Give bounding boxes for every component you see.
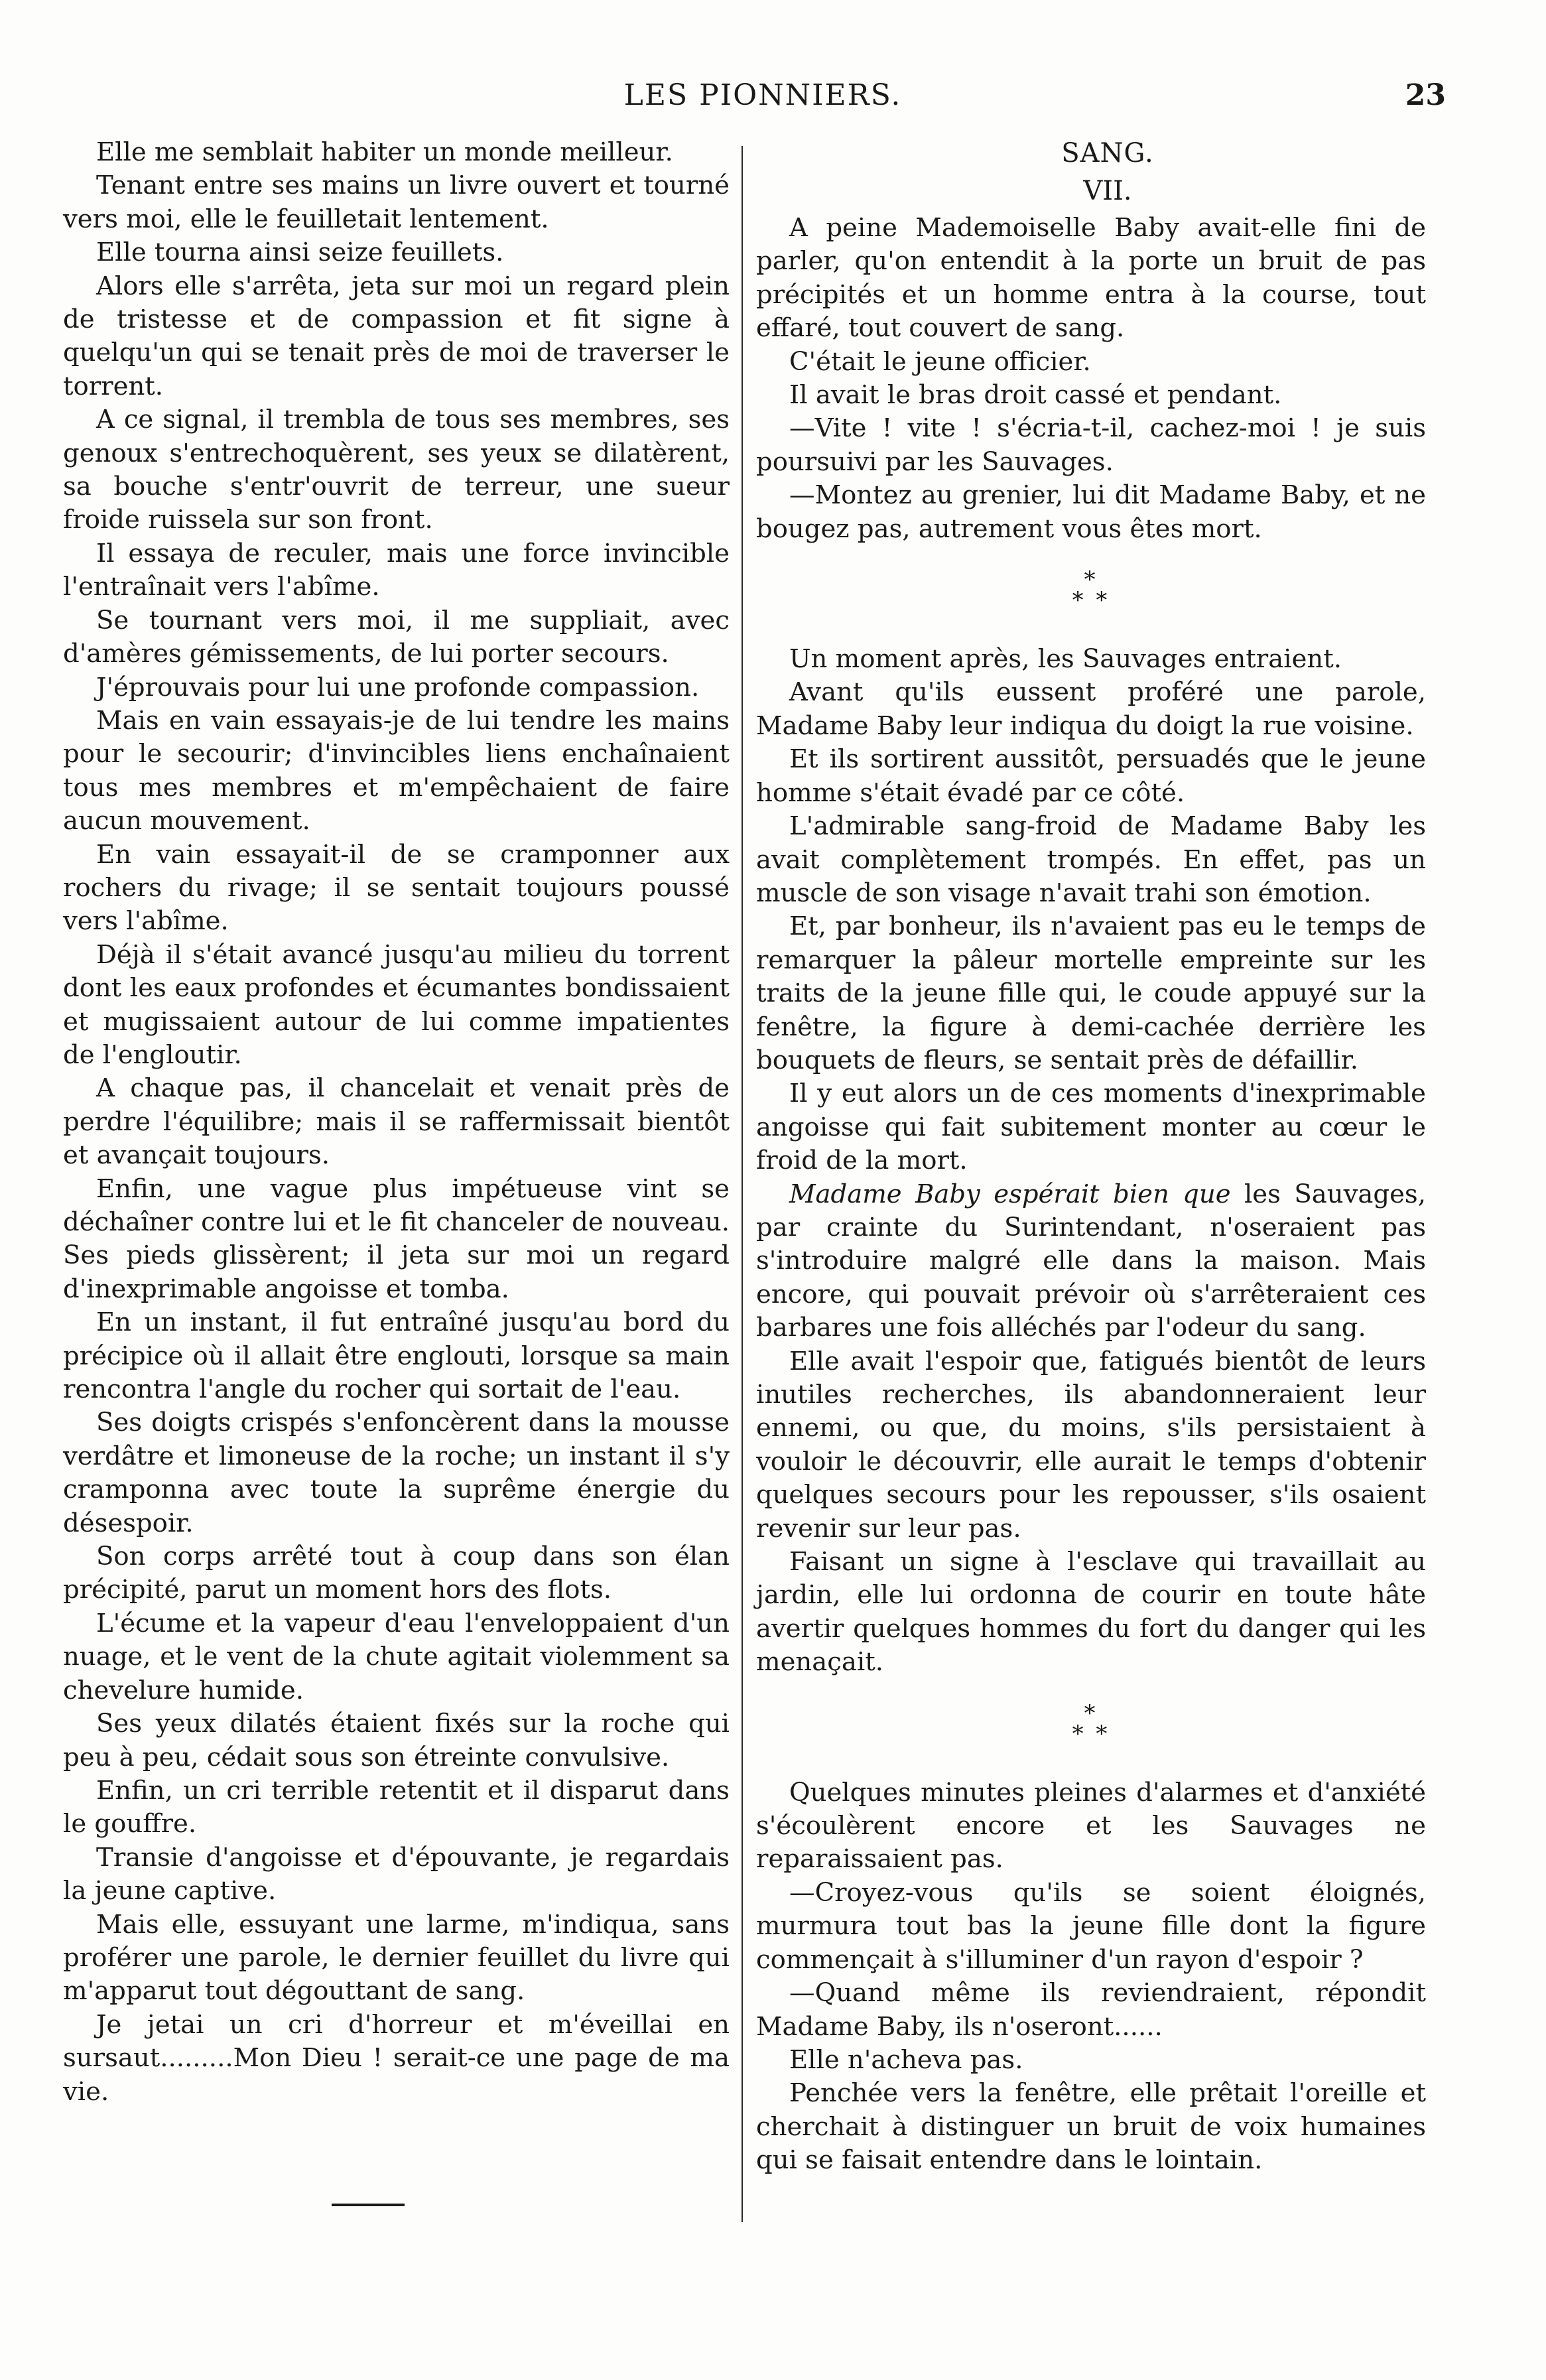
paragraph: Elle avait l'espoir que, fatigués bientôt de leurs inutiles recherches, ils abandonneraient leur ennemi, ou que, du moins, s'ils persistaient à vouloir le découvrir, elle aurait le temps d'obtenir quelques secours pour les repousser, s'ils osaient revenir sur leur pas. <box>756 1346 1426 1544</box>
chapter-number: VII. <box>1083 176 1132 206</box>
running-title: LES PIONNIERS. <box>623 78 902 112</box>
paragraph: Ses doigts crispés s'enfoncèrent dans la mousse verdâtre et limoneuse de la roche; un instant il s'y cramponna avec toute la suprême énergie du désespoir. <box>63 1408 730 1538</box>
asterism-star: * <box>1084 566 1098 594</box>
paragraph: L'écume et la vapeur d'eau l'enveloppaient d'un nuage, et le vent de la chute agitait violemment sa chevelure humide. <box>63 1608 730 1705</box>
paragraph: Déjà il s'était avancé jusqu'au milieu du torrent dont les eaux profondes et écumantes bondissaient et mugissaient autour de lui comme impatientes de l'engloutir. <box>63 939 730 1070</box>
paragraph: Elle me semblait habiter un monde meilleur. <box>96 137 673 167</box>
paragraph: Un moment après, les Sauvages entraient. <box>789 644 1342 675</box>
left-column <box>63 136 730 2109</box>
paragraph: Avant qu'ils eussent proféré une parole, Madame Baby leur indiqua du doigt la rue voisine. <box>756 677 1426 741</box>
paragraph: En vain essayait-il de se cramponner aux rochers du rivage; il se sentait toujours poussé vers l'abîme. <box>63 839 730 937</box>
paragraph: Mais en vain essayais-je de lui tendre les mains pour le secourir; d'invincibles liens enchaînaient tous mes membres et m'empêchaient de faire aucun mouvement. <box>63 705 730 836</box>
paragraph-group-1 <box>756 212 1426 546</box>
asterism-stars: * * <box>1072 587 1110 614</box>
running-head <box>80 78 1446 125</box>
paragraph: A peine Mademoiselle Baby avait-elle fini de parler, qu'on entendit à la porte un bruit de pas précipités et un homme entra à la course, tout effaré, tout couvert de sang. <box>756 213 1426 344</box>
end-rule <box>332 2204 405 2206</box>
asterism-divider-1 <box>756 566 1426 614</box>
paragraph: Son corps arrêté tout à coup dans son élan précipité, parut un moment hors des flots. <box>63 1542 730 1605</box>
paragraph: —Montez au grenier, lui dit Madame Baby, et ne bougez pas, autrement vous êtes mort. <box>756 480 1426 544</box>
paragraph: Se tournant vers moi, il me suppliait, avec d'amères gémissements, de lui porter secours. <box>63 605 730 669</box>
paragraph: Elle tourna ainsi seize feuillets. <box>96 237 504 268</box>
paragraph: Elle n'acheva pas. <box>789 2044 1023 2075</box>
paragraph: Enfin, un cri terrible retentit et il disparut dans le gouffre. <box>63 1775 730 1839</box>
section-title: SANG. <box>1061 138 1154 168</box>
paragraph: Alors elle s'arrêta, jeta sur moi un regard plein de tristesse et de compassion et fit signe à quelqu'un qui se tenait près de moi de traverser le torrent. <box>63 271 730 401</box>
asterism-stars: * * <box>1072 1720 1110 1747</box>
paragraph: C'était le jeune officier. <box>789 346 1091 377</box>
paragraph: A chaque pas, il chancelait et venait près de perdre l'équilibre; mais il se raffermissait bientôt et avançait toujours. <box>63 1073 730 1171</box>
paragraph: A ce signal, il trembla de tous ses membres, ses genoux s'entrechoquèrent, ses yeux se dilatèrent, sa bouche s'entr'ouvrit de terreur, une sueur froide ruissela sur son front. <box>63 405 730 535</box>
paragraph-text: les Sauvages, par crainte du Surintendant, n'oseraient pas s'introduire malgré elle dans la maison. Mais encore, qui pouvait prévoir où s'arrêteraient ces barbares une fois alléchés par l'odeur du sang. <box>756 1179 1426 1343</box>
paragraph: Mais elle, essuyant une larme, m'indiqua, sans proférer une parole, le dernier feuillet du livre qui m'apparut tout dégouttant de sang. <box>63 1909 730 2007</box>
paragraph-group-3 <box>756 1776 1426 2178</box>
paragraph: L'admirable sang-froid de Madame Baby les avait complètement trompés. En effet, pas un muscle de son visage n'avait trahi son émotion. <box>756 811 1426 908</box>
paragraph: Quelques minutes pleines d'alarmes et d'anxiété s'écoulèrent encore et les Sauvages ne reparaissaient pas. <box>756 1777 1426 1875</box>
asterism-star: * <box>1084 1699 1098 1727</box>
paragraph: —Vite ! vite ! s'écria-t-il, cachez-moi ! je suis poursuivi par les Sauvages. <box>756 413 1426 477</box>
paragraph: Je jetai un cri d'horreur et m'éveillai en sursaut.........Mon Dieu ! serait-ce une page de ma vie. <box>63 2009 730 2107</box>
paragraph-group-2b <box>756 1345 1426 1680</box>
paragraph: J'éprouvais pour lui une profonde compassion. <box>96 672 700 702</box>
paragraph: Tenant entre ses mains un livre ouvert et tourné vers moi, elle le feuilletait lentement. <box>63 170 730 234</box>
paragraph: —Quand même ils reviendraient, répondit Madame Baby, ils n'oseront...... <box>756 1978 1426 2042</box>
paragraph: Faisant un signe à l'esclave qui travaillait au jardin, elle lui ordonna de courir en toute hâte avertir quelques hommes du fort du danger qui les menaçait. <box>756 1547 1426 1678</box>
paragraph: Il essaya de reculer, mais une force invincible l'entraînait vers l'abîme. <box>63 538 730 602</box>
right-column <box>756 136 1426 2178</box>
left-paragraphs <box>63 136 730 2109</box>
page-number: 23 <box>1405 78 1446 112</box>
paragraph: En un instant, il fut entraîné jusqu'au bord du précipice où il allait être englouti, lorsque sa main rencontra l'angle du rocher qui sortait de l'eau. <box>63 1307 730 1405</box>
column-divider <box>741 146 743 2222</box>
paragraph: Transie d'angoisse et d'épouvante, je regardais la jeune captive. <box>63 1842 730 1906</box>
paragraph: Et, par bonheur, ils n'avaient pas eu le temps de remarquer la pâleur mortelle empreinte sur les traits de la jeune fille qui, le coude appuyé sur la fenêtre, la figure à demi-cachée derrière les bouquets de fleurs, se sentait près de défaillir. <box>756 911 1426 1075</box>
paragraph: Et ils sortirent aussitôt, persuadés que le jeune homme s'était évadé par ce côté. <box>756 744 1426 808</box>
paragraph: Enfin, une vague plus impétueuse vint se déchaîner contre lui et le fit chanceler de nouveau. Ses pieds glissèrent; il jeta sur moi un regard d'inexprimable angoisse et tomba. <box>63 1173 730 1304</box>
italic-phrase: Madame Baby espérait bien que <box>789 1179 1231 1209</box>
paragraph: —Croyez-vous qu'ils se soient éloignés, murmura tout bas la jeune fille dont la figure commençait à s'illuminer d'un rayon d'espoir ? <box>756 1877 1426 1975</box>
paragraph: Penchée vers la fenêtre, elle prêtait l'oreille et cherchait à distinguer un bruit de voix humaines qui se faisait entendre dans le lointain. <box>756 2078 1426 2176</box>
paragraph: Il avait le bras droit cassé et pendant. <box>789 380 1282 411</box>
paragraph-italic-lead <box>756 1178 1426 1345</box>
paragraph-group-2 <box>756 643 1426 1178</box>
asterism-divider-2 <box>756 1699 1426 1747</box>
paragraph: Il y eut alors un de ces moments d'inexprimable angoisse qui fait subitement monter au cœur le froid de la mort. <box>756 1079 1426 1176</box>
paragraph: Ses yeux dilatés étaient fixés sur la roche qui peu à peu, cédait sous son étreinte convulsive. <box>63 1709 730 1772</box>
